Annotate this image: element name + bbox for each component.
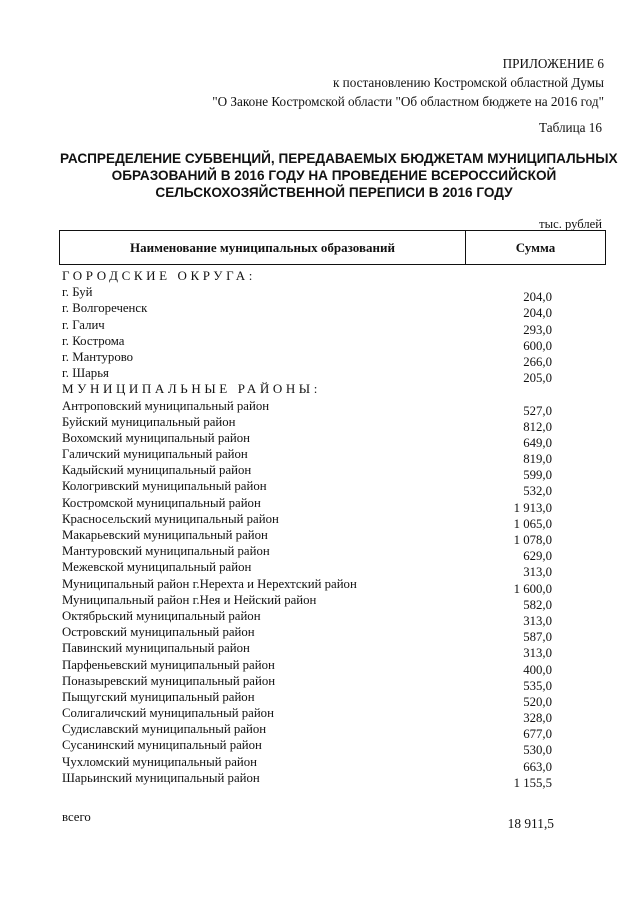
municipality-name: Мантуровский муниципальный район (62, 544, 270, 559)
municipality-name: Пыщугский муниципальный район (62, 689, 255, 704)
column-header-name: Наименование муниципальных образований (130, 239, 395, 255)
municipality-name: Муниципальный район г.Нея и Нейский район (62, 592, 317, 607)
table-row (62, 721, 562, 742)
amount-value: 313,0 (523, 646, 552, 661)
amount-value: 313,0 (523, 565, 552, 580)
amount-value: 293,0 (523, 322, 552, 337)
municipality-name: г. Кострома (62, 333, 125, 348)
municipality-name: Галичский муниципальный район (62, 447, 248, 462)
table-row (62, 317, 562, 337)
total-label: всего (62, 810, 91, 824)
municipality-name: Вохомский муниципальный район (62, 430, 250, 445)
table-row (62, 430, 562, 450)
table-row (62, 333, 562, 353)
municipality-name: Сусанинский муниципальный район (62, 738, 262, 753)
municipality-name: Кадыйский муниципальный район (62, 463, 252, 478)
table-row (62, 754, 562, 774)
municipality-name: Макарьевский муниципальный район (62, 528, 268, 542)
amount-value: 532,0 (523, 484, 552, 499)
section-heading-row (62, 268, 562, 284)
table-header (59, 230, 606, 265)
table-row (62, 414, 562, 434)
municipality-name: г. Волгореченск (62, 301, 148, 316)
table-row (62, 300, 562, 321)
section-heading-row (62, 381, 562, 397)
units-label: тыс. рублей (539, 217, 602, 231)
amount-value: 204,0 (523, 306, 552, 321)
amount-value: 649,0 (523, 435, 552, 450)
municipality-name: Антроповский муниципальный район (62, 398, 270, 413)
municipality-name: Чухломский муниципальный район (62, 754, 257, 769)
resolution-line: к постановлению Костромской областной Думы (332, 75, 604, 90)
municipality-name: Межевской муниципальный район (62, 560, 252, 575)
municipality-name: Парфеньевский муниципальный район (62, 657, 275, 672)
table-row (62, 446, 562, 467)
title-line: РАСПРЕДЕЛЕНИЕ СУБВЕНЦИЙ, ПЕРЕДАВАЕМЫХ БЮДЖЕТАМ МУНИЦИПАЛЬНЫХ (60, 151, 618, 166)
amount-value: 205,0 (523, 371, 552, 386)
amount-value: 530,0 (523, 743, 552, 758)
amount-value: 629,0 (523, 549, 552, 564)
document-title (60, 150, 618, 201)
amount-value: 535,0 (523, 678, 552, 693)
table-row (62, 349, 562, 369)
amount-value: 204,0 (523, 290, 552, 305)
table-row (62, 478, 562, 499)
municipality-name: Кологривский муниципальный район (62, 479, 267, 494)
amount-value: 600,0 (523, 338, 552, 353)
amount-value: 328,0 (523, 711, 552, 726)
table-row (62, 624, 562, 645)
amount-value: 599,0 (523, 468, 552, 483)
table-row (62, 592, 562, 612)
amount-value: 677,0 (523, 727, 552, 742)
table-row (62, 657, 562, 677)
municipality-name: Шарьинский муниципальный район (62, 770, 260, 785)
table-body (62, 268, 562, 790)
municipality-name: Островский муниципальный район (62, 625, 255, 640)
table-row (62, 608, 562, 628)
municipality-name: Костромской муниципальный район (62, 495, 261, 510)
municipality-name: г. Буй (62, 285, 93, 300)
municipality-name: Буйский муниципальный район (62, 414, 236, 429)
table-row (62, 770, 562, 790)
table-row (62, 511, 562, 531)
municipality-name: Поназыревский муниципальный район (62, 673, 276, 688)
municipality-name: Октябрьский муниципальный район (62, 608, 261, 623)
law-line: "О Законе Костромской области "Об областном бюджете на 2016 год" (212, 94, 604, 109)
municipality-name: г. Галич (62, 317, 105, 332)
amount-value: 587,0 (523, 630, 552, 645)
section-heading: ГОРОДСКИЕ ОКРУГА: (62, 268, 256, 283)
amount-value: 582,0 (523, 597, 552, 612)
amount-value: 1 155,5 (513, 775, 552, 790)
table-row (62, 705, 562, 726)
amount-value: 313,0 (523, 613, 552, 628)
municipality-name: Солигаличский муниципальный район (62, 706, 274, 721)
title-line: СЕЛЬСКОХОЗЯЙСТВЕННОЙ ПЕРЕПИСИ В 2016 ГОДУ (155, 185, 513, 200)
table-row (62, 495, 562, 515)
table-row (62, 284, 562, 305)
appendix-block (212, 54, 604, 111)
municipality-name: Судиславский муниципальный район (62, 722, 267, 737)
total-value: 18 911,5 (507, 816, 554, 831)
table-row (62, 737, 562, 758)
amount-value: 1 913,0 (513, 500, 552, 515)
amount-value: 520,0 (523, 694, 552, 709)
table-number: Таблица 16 (539, 120, 602, 135)
table-row (62, 559, 562, 580)
table-row (62, 673, 562, 693)
municipality-name: Павинский муниципальный район (62, 641, 250, 656)
table-row (62, 527, 562, 547)
table-row (62, 543, 562, 564)
amount-value: 819,0 (523, 452, 552, 467)
table-row (62, 689, 562, 709)
municipality-name: Красносельский муниципальный район (62, 511, 279, 526)
section-heading: МУНИЦИПАЛЬНЫЕ РАЙОНЫ: (62, 381, 321, 397)
amount-value: 1 600,0 (513, 581, 552, 596)
table-row (62, 576, 562, 596)
table-row (62, 462, 562, 483)
municipality-name: г. Мантурово (62, 349, 134, 364)
table-row (62, 640, 562, 661)
amount-value: 266,0 (523, 354, 552, 369)
municipality-name: г. Шарья (62, 366, 109, 381)
appendix-number: ПРИЛОЖЕНИЕ 6 (502, 56, 604, 71)
amount-value: 1 065,0 (513, 516, 552, 531)
amount-value: 400,0 (523, 662, 552, 677)
amount-value: 663,0 (523, 759, 552, 774)
column-header-sum: Сумма (465, 231, 605, 264)
table-row (62, 365, 562, 386)
amount-value: 812,0 (523, 419, 552, 434)
table-row (62, 398, 562, 418)
amount-value: 527,0 (523, 403, 552, 418)
title-line: ОБРАЗОВАНИЙ В 2016 ГОДУ НА ПРОВЕДЕНИЕ ВСЕРОССИЙСКОЙ (111, 168, 557, 183)
amount-value: 1 078,0 (513, 533, 552, 547)
municipality-name: Муниципальный район г.Нерехта и Нерехтский район (62, 576, 357, 591)
